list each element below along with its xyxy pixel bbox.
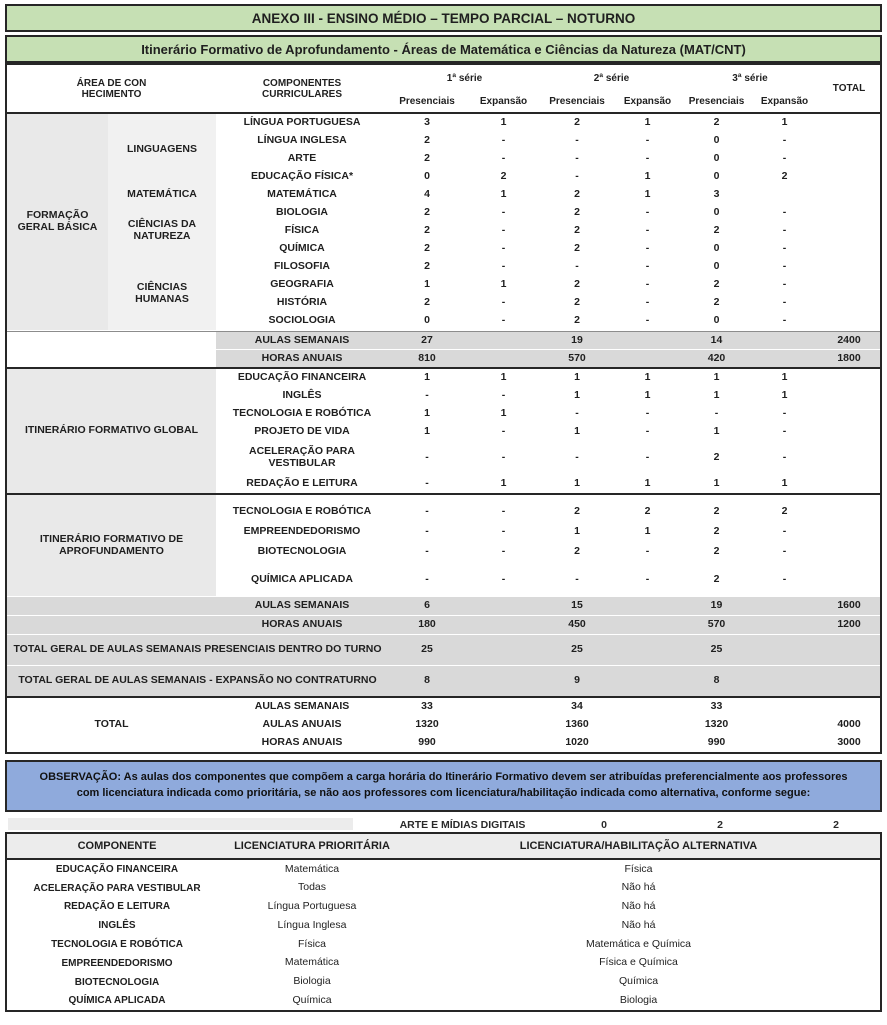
summary-value: 25 xyxy=(421,643,433,656)
component-cell: FILOSOFIA xyxy=(274,260,330,273)
header-serie-3: 3ª série xyxy=(732,72,768,84)
summary-value: 9 xyxy=(574,674,580,687)
value-cell: 1 xyxy=(713,425,720,438)
summary-value: 19 xyxy=(710,599,723,612)
total-total: 3000 xyxy=(837,736,861,749)
licenciatura-row xyxy=(7,916,880,935)
summary-label: HORAS ANUAIS xyxy=(261,618,343,631)
summary-value: 19 xyxy=(571,333,583,346)
summary-value: 14 xyxy=(710,333,723,346)
header-area-de-conhecimento: ÁREA DE CONHECIMENTO xyxy=(76,77,147,100)
value-cell: 1 xyxy=(500,371,507,384)
ifa-label: ITINERÁRIO FORMATIVO DE APROFUNDAMENTO xyxy=(7,495,216,596)
summary-value: 570 xyxy=(707,618,726,631)
value-cell: 2 xyxy=(424,134,430,147)
value-cell: - xyxy=(782,314,787,327)
value-cell: 1 xyxy=(644,389,651,402)
clipped-row-component: ARTE E MÍDIAS DIGITAIS xyxy=(399,818,526,830)
value-cell: 2 xyxy=(713,278,720,291)
value-cell: 1 xyxy=(644,188,651,201)
licenciatura-row xyxy=(7,973,880,992)
licenciatura-table-body xyxy=(7,860,880,1010)
ifg-label: ITINERÁRIO FORMATIVO GLOBAL xyxy=(7,369,216,493)
total-value: 1320 xyxy=(704,718,729,731)
value-cell: 2 xyxy=(574,224,580,237)
value-cell: 2 xyxy=(574,206,580,219)
value-cell: 0 xyxy=(713,314,720,327)
total-section xyxy=(7,696,880,752)
value-cell: - xyxy=(782,224,787,237)
value-cell: - xyxy=(501,451,506,464)
value-cell: - xyxy=(782,407,787,420)
total-label: TOTAL xyxy=(94,718,129,731)
value-cell: 1 xyxy=(574,389,580,402)
value-cell: - xyxy=(575,134,579,147)
value-cell: - xyxy=(501,389,506,402)
licenciatura-prioritaria: Língua Inglesa xyxy=(277,918,347,931)
summary-value: 25 xyxy=(710,643,723,656)
value-cell: 1 xyxy=(424,425,430,438)
value-cell: 2 xyxy=(574,278,580,291)
licenciatura-row xyxy=(7,860,880,879)
header-expansao-3: Expansão xyxy=(760,96,809,107)
value-cell: 1 xyxy=(644,371,651,384)
value-cell: 2 xyxy=(574,545,580,558)
component-cell: QUÍMICA APLICADA xyxy=(251,573,353,586)
value-cell: 0 xyxy=(713,260,720,273)
header-total: TOTAL xyxy=(832,83,866,94)
licenciatura-table xyxy=(5,832,882,1012)
licenciatura-prioritaria: Biologia xyxy=(293,975,331,988)
value-cell: 2 xyxy=(713,296,720,309)
total-row-label: AULAS ANUAIS xyxy=(262,718,342,731)
value-cell: - xyxy=(782,425,787,438)
value-cell: - xyxy=(782,242,787,255)
area-label: LINGUAGENS xyxy=(108,114,216,186)
value-cell: - xyxy=(645,134,650,147)
value-cell: - xyxy=(782,296,787,309)
component-cell: ARTE xyxy=(287,152,317,165)
value-cell: 0 xyxy=(713,134,720,147)
value-cell: 2 xyxy=(781,170,788,183)
component-cell: BIOTECNOLOGIA xyxy=(257,545,347,558)
value-cell: - xyxy=(501,206,506,219)
value-cell: 1 xyxy=(713,477,720,490)
value-cell: - xyxy=(782,152,787,165)
header-expansao-1: Expansão xyxy=(479,96,528,107)
value-cell: - xyxy=(782,451,787,464)
header-presenciais-1: Presenciais xyxy=(399,96,455,107)
summary-value: 450 xyxy=(568,618,586,631)
value-cell: 2 xyxy=(424,152,430,165)
total-row-label: AULAS SEMANAIS xyxy=(254,700,350,713)
component-cell: MATEMÁTICA xyxy=(267,188,337,201)
licenciatura-prioritaria: Matemática xyxy=(284,956,340,969)
summary-total: 1200 xyxy=(837,618,861,631)
value-cell: 2 xyxy=(713,505,720,518)
value-cell: 3 xyxy=(424,116,430,129)
value-cell: - xyxy=(501,314,506,327)
licenciatura-componente: TECNOLOGIA E ROBÓTICA xyxy=(51,938,183,950)
total-value: 33 xyxy=(710,700,723,713)
value-cell: 1 xyxy=(574,425,580,438)
clipped-row-left-cell xyxy=(8,818,353,830)
summary-label: TOTAL GERAL DE AULAS SEMANAIS - EXPANSÃO NO CONTRATURNO xyxy=(18,674,377,687)
value-cell: - xyxy=(645,224,650,237)
summary-value: 420 xyxy=(707,351,726,364)
value-cell: 2 xyxy=(713,545,720,558)
total-value: 34 xyxy=(571,700,583,713)
clipped-row xyxy=(5,818,882,830)
ifa-section xyxy=(7,493,880,596)
value-cell: 2 xyxy=(644,505,651,518)
value-cell: - xyxy=(782,260,787,273)
summary-label: AULAS SEMANAIS xyxy=(254,599,350,612)
summary-value: 25 xyxy=(571,643,583,656)
value-cell: 1 xyxy=(713,371,720,384)
value-cell: 1 xyxy=(424,371,430,384)
component-cell: LÍNGUA INGLESA xyxy=(257,134,347,147)
value-cell: - xyxy=(714,407,719,420)
value-cell: - xyxy=(425,477,429,490)
value-cell: - xyxy=(575,152,579,165)
component-cell: EDUCAÇÃO FINANCEIRA xyxy=(237,371,367,384)
value-cell: - xyxy=(575,260,579,273)
value-cell: 1 xyxy=(574,525,580,538)
value-cell: - xyxy=(782,278,787,291)
main-table xyxy=(5,63,882,754)
value-cell: 3 xyxy=(713,188,720,201)
value-cell: 0 xyxy=(713,170,720,183)
value-cell: 0 xyxy=(713,206,720,219)
licenciatura-prioritaria: Química xyxy=(292,994,332,1007)
value-cell: - xyxy=(575,451,579,464)
value-cell: - xyxy=(501,525,506,538)
header-serie-1: 1ª série xyxy=(446,72,483,84)
anexo-title-bar xyxy=(5,4,882,32)
summary-total: 1600 xyxy=(837,599,861,612)
value-cell: 1 xyxy=(574,371,580,384)
area-label: CIÊNCIAS HUMANAS xyxy=(108,258,216,330)
summary-value: 180 xyxy=(418,618,436,631)
component-cell: INGLÊS xyxy=(282,389,322,402)
observation-box xyxy=(5,760,882,812)
value-cell: 2 xyxy=(574,314,580,327)
header-componente: COMPONENTE xyxy=(77,839,157,852)
licenciatura-alternativa: Não há xyxy=(621,900,656,913)
value-cell: 0 xyxy=(424,170,430,183)
value-cell: 1 xyxy=(500,188,507,201)
component-cell: PROJETO DE VIDA xyxy=(254,425,350,438)
total-value: 1360 xyxy=(565,718,589,731)
fgb-section xyxy=(7,114,880,330)
value-cell: - xyxy=(575,407,579,420)
value-cell: 2 xyxy=(424,296,430,309)
component-cell: BIOLOGIA xyxy=(276,206,328,219)
value-cell: - xyxy=(425,545,429,558)
value-cell: 1 xyxy=(781,477,788,490)
value-cell: 2 xyxy=(574,116,580,129)
component-cell: REDAÇÃO E LEITURA xyxy=(246,477,358,490)
value-cell: 1 xyxy=(644,170,651,183)
value-cell: 1 xyxy=(500,477,507,490)
main-table-header xyxy=(7,65,880,114)
licenciatura-componente: QUÍMICA APLICADA xyxy=(68,995,166,1007)
value-cell: - xyxy=(501,242,506,255)
value-cell: - xyxy=(645,296,650,309)
value-cell: - xyxy=(645,545,650,558)
licenciatura-componente: BIOTECNOLOGIA xyxy=(74,976,160,988)
value-cell: 2 xyxy=(424,224,430,237)
itinerario-subtitle: Itinerário Formativo de Aprofundamento - Áreas de Matemática e Ciências da Natureza (MAT/CNT) xyxy=(141,41,746,57)
summary-value: 570 xyxy=(568,351,586,364)
summary-label: HORAS ANUAIS xyxy=(261,351,343,364)
value-cell: - xyxy=(645,314,650,327)
value-cell: - xyxy=(645,242,650,255)
value-cell: 1 xyxy=(644,477,651,490)
licenciatura-row xyxy=(7,897,880,916)
component-cell: QUÍMICA xyxy=(279,242,325,255)
licenciatura-alternativa: Biologia xyxy=(619,994,658,1007)
value-cell: 2 xyxy=(574,242,580,255)
licenciatura-alternativa: Matemática e Química xyxy=(585,937,692,950)
value-cell: - xyxy=(782,134,787,147)
total-total: 4000 xyxy=(837,718,861,731)
value-cell: 2 xyxy=(500,170,507,183)
licenciatura-prioritaria: Língua Portuguesa xyxy=(267,900,357,913)
header-licenciatura-prioritaria: LICENCIATURA PRIORITÁRIA xyxy=(234,839,390,852)
ifg-section xyxy=(7,367,880,493)
header-presenciais-2: Presenciais xyxy=(549,96,605,107)
value-cell: 2 xyxy=(713,451,720,464)
value-cell: 2 xyxy=(424,260,430,273)
value-cell: - xyxy=(782,206,787,219)
value-cell: - xyxy=(645,278,650,291)
value-cell: - xyxy=(575,573,579,586)
clipped-row-value: 2 xyxy=(833,818,839,830)
licenciatura-row xyxy=(7,991,880,1010)
ifa-summary xyxy=(7,597,880,696)
component-cell: ACELERAÇÃO PARA VESTIBULAR xyxy=(249,445,355,469)
total-value: 1020 xyxy=(565,736,589,749)
summary-row xyxy=(7,331,880,349)
value-cell: 0 xyxy=(713,242,720,255)
value-cell: 1 xyxy=(500,116,507,129)
fgb-label: FORMAÇÃO GERAL BÁSICA xyxy=(7,114,108,330)
summary-total: 1800 xyxy=(837,351,861,364)
licenciatura-alternativa: Não há xyxy=(621,881,656,894)
header-licenciatura-alternativa: LICENCIATURA/HABILITAÇÃO ALTERNATIVA xyxy=(519,839,758,852)
value-cell: - xyxy=(645,425,650,438)
total-value: 33 xyxy=(421,700,433,713)
value-cell: - xyxy=(782,573,787,586)
licenciatura-componente: INGLÊS xyxy=(98,920,136,932)
header-presenciais-3: Presenciais xyxy=(688,96,745,107)
licenciatura-componente: ACELERAÇÃO PARA VESTIBULAR xyxy=(33,882,201,894)
total-value: 990 xyxy=(707,736,726,749)
summary-row xyxy=(7,666,880,696)
value-cell: 2 xyxy=(713,573,720,586)
value-cell: 1 xyxy=(781,389,788,402)
value-cell: - xyxy=(425,505,429,518)
licenciatura-alternativa: Física e Química xyxy=(599,956,678,969)
value-cell: 2 xyxy=(781,505,788,518)
licenciatura-row xyxy=(7,935,880,954)
licenciatura-alternativa: Física xyxy=(624,862,653,875)
component-cell: LÍNGUA PORTUGUESA xyxy=(243,116,361,129)
component-cell: EMPREENDEDORISMO xyxy=(243,525,361,538)
value-cell: 0 xyxy=(424,314,430,327)
component-cell: EDUCAÇÃO FÍSICA* xyxy=(250,170,354,183)
component-cell: TECNOLOGIA E ROBÓTICA xyxy=(232,505,372,518)
summary-value: 8 xyxy=(713,674,720,687)
value-cell: 2 xyxy=(713,525,720,538)
value-cell: 1 xyxy=(424,407,430,420)
value-cell: - xyxy=(645,260,650,273)
summary-row xyxy=(7,597,880,615)
value-cell: 2 xyxy=(574,188,580,201)
total-value: 990 xyxy=(418,736,436,749)
clipped-row-value: 0 xyxy=(601,818,607,830)
value-cell: - xyxy=(645,407,650,420)
summary-total: 2400 xyxy=(837,333,861,346)
summary-value: 27 xyxy=(421,333,433,346)
licenciatura-alternativa: Não há xyxy=(621,918,656,931)
value-cell: 1 xyxy=(574,477,580,490)
fgb-summary xyxy=(7,331,880,367)
itinerario-subtitle-bar xyxy=(5,35,882,63)
total-value: 1320 xyxy=(415,718,439,731)
component-cell: GEOGRAFIA xyxy=(270,278,334,291)
value-cell: - xyxy=(501,152,506,165)
value-cell: 2 xyxy=(713,224,720,237)
value-cell: - xyxy=(575,170,579,183)
value-cell: - xyxy=(782,545,787,558)
value-cell: - xyxy=(645,451,650,464)
total-row-label: HORAS ANUAIS xyxy=(261,736,343,749)
value-cell: 2 xyxy=(574,505,580,518)
licenciatura-componente: REDAÇÃO E LEITURA xyxy=(63,901,171,913)
value-cell: 1 xyxy=(781,116,788,129)
value-cell: - xyxy=(501,224,506,237)
value-cell: 4 xyxy=(424,188,430,201)
value-cell: 2 xyxy=(713,116,720,129)
value-cell: - xyxy=(645,573,650,586)
value-cell: 0 xyxy=(713,152,720,165)
value-cell: 1 xyxy=(500,407,507,420)
value-cell: - xyxy=(425,573,429,586)
licenciatura-componente: EDUCAÇÃO FINANCEIRA xyxy=(55,863,179,875)
summary-value: 8 xyxy=(424,674,430,687)
header-expansao-2: Expansão xyxy=(623,96,672,107)
summary-value: 6 xyxy=(424,599,430,612)
summary-value: 15 xyxy=(571,599,583,612)
value-cell: - xyxy=(501,425,506,438)
value-cell: - xyxy=(501,505,506,518)
summary-label: TOTAL GERAL DE AULAS SEMANAIS PRESENCIAIS DENTRO DO TURNO xyxy=(13,643,382,656)
area-label: MATEMÁTICA xyxy=(108,186,216,204)
summary-label: AULAS SEMANAIS xyxy=(254,333,350,346)
licenciatura-alternativa: Química xyxy=(618,975,659,988)
summary-value: 810 xyxy=(418,351,436,364)
component-cell: TECNOLOGIA E ROBÓTICA xyxy=(232,407,372,420)
value-cell: 1 xyxy=(781,371,788,384)
clipped-row-value: 2 xyxy=(717,818,723,830)
licenciatura-row xyxy=(7,954,880,973)
observation-text: OBSERVAÇÃO: As aulas dos componentes que compõem a carga horária do Itinerário Formativo devem ser atribuídas preferencialmente aos professores com licenciatura indicada como prioritária, se não aos professores com licenciatura/habilitação indicada como alternativa, conforme segue: xyxy=(39,771,848,799)
summary-row xyxy=(7,635,880,665)
area-label: CIÊNCIAS DA NATUREZA xyxy=(108,204,216,258)
value-cell: 1 xyxy=(644,116,651,129)
value-cell: 1 xyxy=(713,389,720,402)
value-cell: 2 xyxy=(424,242,430,255)
value-cell: - xyxy=(501,260,506,273)
sheet xyxy=(5,4,882,1012)
component-cell: FÍSICA xyxy=(284,224,320,237)
value-cell xyxy=(751,186,818,204)
value-cell: - xyxy=(501,296,506,309)
value-cell: - xyxy=(425,525,429,538)
value-cell: - xyxy=(425,451,429,464)
header-serie-2: 2ª série xyxy=(593,72,630,84)
value-cell: - xyxy=(645,206,650,219)
licenciatura-prioritaria: Todas xyxy=(297,881,327,894)
value-cell: - xyxy=(501,545,506,558)
anexo-title: ANEXO III - ENSINO MÉDIO – TEMPO PARCIAL – NOTURNO xyxy=(251,10,636,26)
value-cell: - xyxy=(425,389,429,402)
value-cell: 1 xyxy=(500,278,507,291)
value-cell: - xyxy=(501,134,506,147)
header-componentes-curriculares: COMPONENTES CURRICULARES xyxy=(262,77,342,100)
value-cell: - xyxy=(645,152,650,165)
licenciatura-prioritaria: Física xyxy=(297,937,326,950)
licenciatura-table-header xyxy=(7,832,880,860)
licenciatura-row xyxy=(7,879,880,898)
summary-row xyxy=(7,350,880,367)
value-cell: 1 xyxy=(644,525,651,538)
value-cell: 2 xyxy=(574,296,580,309)
value-cell: - xyxy=(782,525,787,538)
value-cell: - xyxy=(501,573,506,586)
summary-row xyxy=(7,616,880,634)
licenciatura-componente: EMPREENDEDORISMO xyxy=(61,957,173,969)
value-cell: 2 xyxy=(424,206,430,219)
value-cell: 1 xyxy=(424,278,430,291)
licenciatura-prioritaria: Matemática xyxy=(284,862,340,875)
component-cell: HISTÓRIA xyxy=(276,296,328,309)
component-cell: SOCIOLOGIA xyxy=(268,314,336,327)
